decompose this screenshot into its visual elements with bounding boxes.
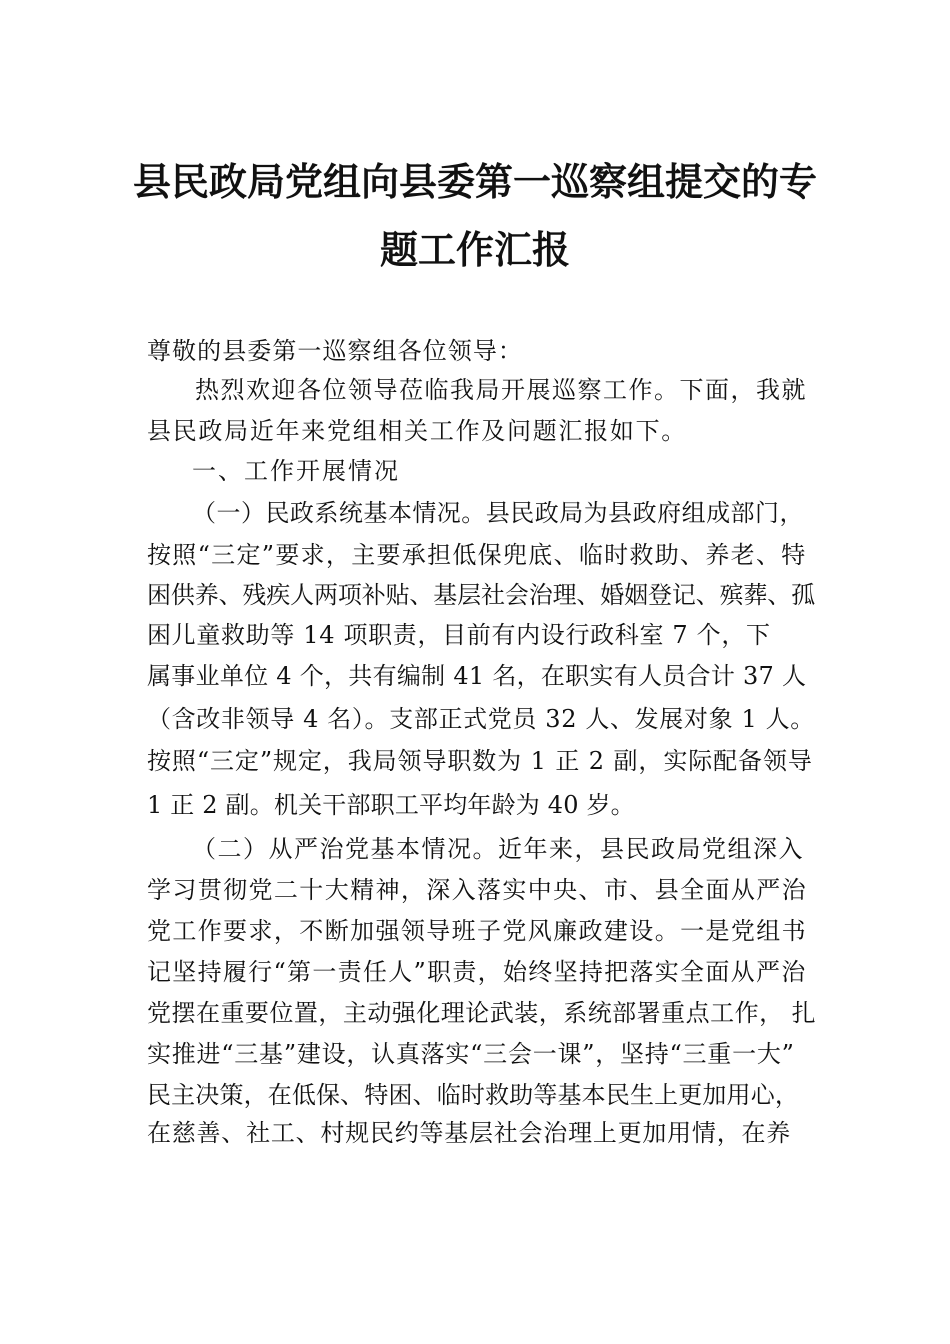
body-line: 按照“三定”要求，主要承担低保兜底、临时救助、养老、特 — [147, 541, 807, 569]
body-line: 困供养、残疾人两项补贴、基层社会治理、婚姻登记、殡葬、孤 — [147, 581, 815, 609]
section-heading: 一、工作开展情况 — [192, 457, 400, 485]
body-line: 按照“三定”规定，我局领导职数为 1 正 2 副，实际配备领导 — [147, 747, 813, 775]
body-line: 属事业单位 4 个，共有编制 41 名，在职实有人员合计 37 人 — [147, 662, 807, 690]
body-line: 学习贯彻党二十大精神，深入落实中央、市、县全面从严治 — [147, 876, 807, 904]
salutation: 尊敬的县委第一巡察组各位领导： — [147, 337, 523, 365]
body-line: 记坚持履行“第一责任人”职责，始终坚持把落实全面从严治 — [147, 958, 807, 986]
document-title-line-1: 县民政局党组向县委第一巡察组提交的专 — [132, 159, 817, 204]
body-line: （一）民政系统基本情况。县民政局为县政府组成部门， — [192, 499, 804, 527]
body-line: 党工作要求，不断加强领导班子党风廉政建设。一是党组书 — [147, 917, 807, 945]
body-line: 实推进“三基”建设，认真落实“三会一课”，坚持“三重一大” — [147, 1040, 795, 1068]
body-line: 1 正 2 副。机关干部职工平均年龄为 40 岁。 — [147, 791, 635, 819]
body-line: 县民政局近年来党组相关工作及问题汇报如下。 — [147, 417, 687, 445]
body-line: 党摆在重要位置，主动强化理论武装，系统部署重点工作， 扎 — [147, 999, 817, 1027]
body-line: 热烈欢迎各位领导莅临我局开展巡察工作。下面，我就 — [195, 376, 807, 404]
document-title-line-2: 题工作汇报 — [379, 227, 570, 272]
body-line: （含改非领导 4 名）。支部正式党员 32 人、发展对象 1 人。 — [147, 705, 815, 733]
body-line: 困儿童救助等 14 项职责，目前有内设行政科室 7 个，下 — [147, 621, 771, 649]
body-line: 在慈善、社工、村规民约等基层社会治理上更加用情，在养 — [147, 1119, 791, 1147]
body-line: 民主决策，在低保、特困、临时救助等基本民生上更加用心， — [147, 1081, 799, 1109]
body-line: （二）从严治党基本情况。近年来，县民政局党组深入 — [192, 835, 804, 863]
